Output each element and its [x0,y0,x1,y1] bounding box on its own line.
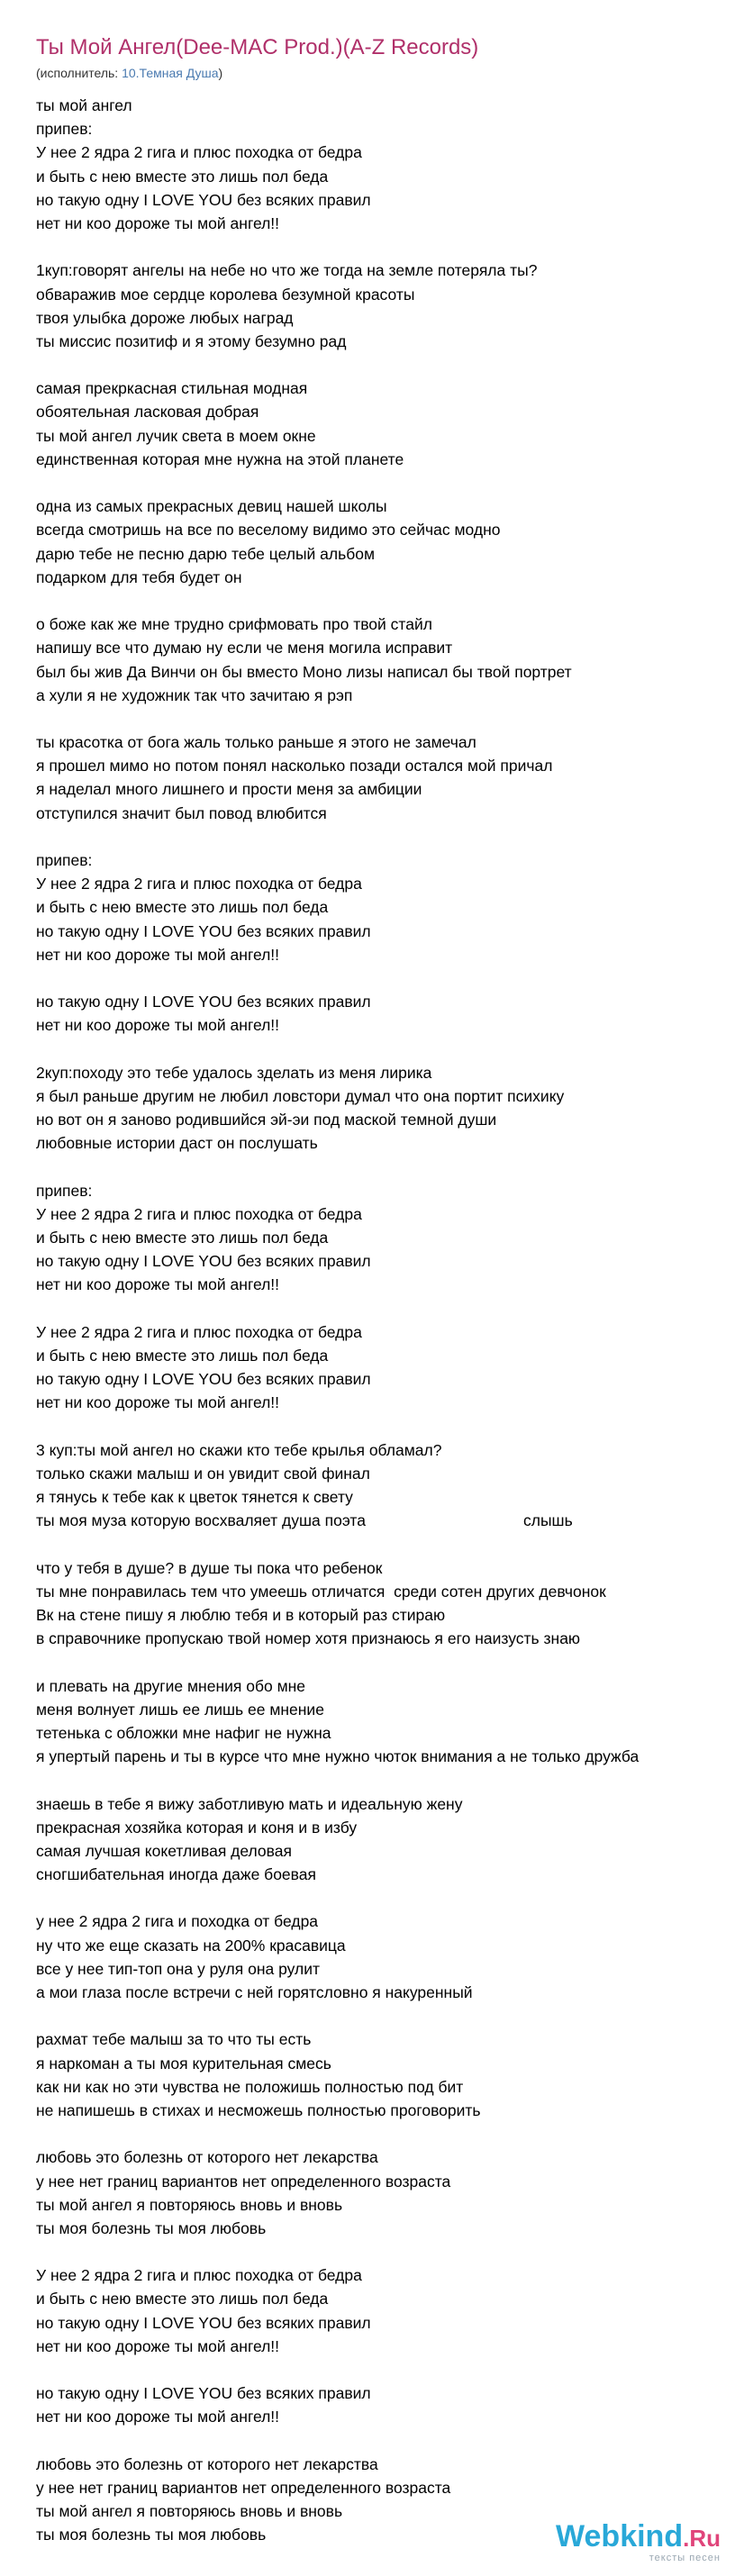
lyric-blank-line [36,1038,740,1061]
lyric-line: нет ни коо дороже ты мой ангел!! [36,1016,280,1035]
lyric-line: знаешь в тебе я вижу заботливую мать и идеальную жену [36,1794,463,1813]
lyric-line: 3 куп:ты мой ангел но скажи кто тебе крылья обламал? [36,1440,442,1459]
lyric-line: что у тебя в душе? в душе ты пока что ребенок [36,1558,383,1577]
lyric-line: и плевать на другие мнения обо мне [36,1676,305,1695]
lyric-line: ты мой ангел я повторяюсь вновь и вновь [36,2502,343,2521]
lyric-line: ты моя болезнь ты моя любовь [36,2218,267,2237]
lyric-line: у нее нет границ вариантов нет определенного возраста [36,2478,451,2497]
lyric-line: самая прекркасная стильная модная [36,379,308,398]
lyric-line: единственная которая мне нужна на этой планете [36,449,404,468]
lyric-line: припев: [36,851,93,869]
lyric-line: нет ни коо дороже ты мой ангел!! [36,2336,280,2355]
lyric-blank-line [36,2004,740,2027]
lyric-blank-line [36,1297,740,1320]
lyric-line: в справочнике пропускаю твой номер хотя признаюсь я его наизусть знаю [36,1629,581,1648]
lyric-line: у нее нет границ вариантов нет определенного возраста [36,2172,451,2191]
lyric-line: но такую одну I LOVE YOU без всяких правил [36,921,371,940]
lyric-blank-line [36,2122,740,2145]
lyric-line: обоятельная ласковая добрая [36,403,259,422]
lyric-line: ты миссис позитиф и я этому безумно рад [36,331,347,350]
lyric-line: нет ни коо дороже ты мой ангел!! [36,1275,280,1294]
song-title: Ты Мой Ангел(Dee-MAC Prod.)(A-Z Records) [36,35,479,59]
lyric-line: ты мой ангел [36,96,132,114]
lyric-blank-line [36,825,740,848]
artist-line [36,65,739,81]
logo-web-text: Web [556,2519,621,2553]
song-header [36,34,739,81]
lyric-line: и быть с нею вместе это лишь пол беда [36,167,329,186]
lyric-blank-line [36,235,740,259]
lyric-line: ты красотка от бога жаль только раньше я этого не замечал [36,733,476,752]
logo-kind-text: kind [620,2519,684,2553]
lyric-line: любовь это болезнь от которого нет лекарства [36,2148,378,2167]
lyric-line: нет ни коо дороже ты мой ангел!! [36,2408,280,2426]
lyric-line: я наделал много лишнего и прости меня за амбиции [36,780,422,799]
artist-prefix: (исполнитель: [36,66,122,80]
lyric-line: все у нее тип-топ она у руля она рулит [36,1959,320,1978]
lyric-line: 1куп:говорят ангелы на небе но что же тогда на земле потеряла ты? [36,261,538,280]
lyric-line: и быть с нею вместе это лишь пол беда [36,1346,329,1365]
lyric-line: припев: [36,1181,93,1200]
lyric-line: а хули я не художник так что зачитаю я рэп [36,685,353,704]
lyric-line: ну что же еще сказать на 200% красавица [36,1936,346,1955]
lyric-line: но такую одну I LOVE YOU без всяких правил [36,2384,371,2403]
logo-subtitle: тексты песен [649,2553,721,2563]
artist-link[interactable]: 10.Темная Душа [122,66,219,80]
lyric-line: но такую одну I LOVE YOU без всяких правил [36,1370,371,1389]
lyric-line: и быть с нею вместе это лишь пол беда [36,1229,329,1247]
lyric-blank-line [36,1155,740,1178]
lyric-line: я наркоман а ты моя курительная смесь [36,2054,331,2073]
lyric-line: ты мне понравилась тем что умеешь отличатся среди сотен других девчонок [36,1582,606,1601]
lyric-line: отступился значит был повод влюбится [36,803,327,822]
lyric-line: тетенька с обложки мне нафиг не нужна [36,1723,331,1742]
lyric-line: обваражив мое сердце королева безумной красоты [36,285,415,304]
lyric-blank-line [36,2429,740,2453]
lyric-line: о боже как же мне трудно срифмовать про твой стайл [36,615,432,634]
lyric-line: нет ни коо дороже ты мой ангел!! [36,945,280,964]
lyric-line: а мои глаза после встречи с ней горятсловно я накуренный [36,1983,473,2001]
lyric-blank-line [36,2240,740,2263]
lyric-blank-line [36,353,740,376]
lyric-line: но такую одну I LOVE YOU без всяких правил [36,2313,371,2332]
lyric-line: У нее 2 ядра 2 гига и плюс походка от бедра [36,1204,362,1223]
lyric-line: я упертый парень и ты в курсе что мне нужно чюток внимания а не только дружба [36,1747,640,1766]
lyric-line: У нее 2 ядра 2 гига и плюс походка от бедра [36,1322,362,1341]
artist-suffix: ) [218,66,223,80]
lyric-line: сногшибательная иногда даже боевая [36,1865,316,1884]
lyric-line: Вк на стене пишу я люблю тебя и в который раз стираю [36,1606,446,1624]
lyric-line: ты моя болезнь ты моя любовь [36,2526,267,2544]
lyric-line: ты моя муза которую восхваляет душа поэта слышь [36,1511,573,1530]
lyric-line: у нее 2 ядра 2 гига и походка от бедра [36,1912,319,1931]
lyric-line: и быть с нею вместе это лишь пол беда [36,2290,329,2308]
logo-ru-text: .Ru [683,2525,721,2552]
lyric-blank-line [36,1650,740,1673]
lyric-line: я прошел мимо но потом понял насколько позади остался мой причал [36,757,553,776]
lyric-line: У нее 2 ядра 2 гига и плюс походка от бедра [36,875,362,893]
lyric-line: но вот он я заново родившийся эй-эи под маской темной души [36,1111,497,1129]
lyric-blank-line [36,1768,740,1791]
lyric-blank-line [36,707,740,730]
lyric-line: 2куп:походу это тебе удалось зделать из меня лирика [36,1063,432,1082]
lyric-line: я тянусь к тебе как к цветок тянется к свету [36,1488,353,1507]
lyric-line: напишу все что думаю ну если че меня могила исправит [36,639,453,658]
lyric-blank-line [36,1886,740,1909]
lyric-line: дарю тебе не песню дарю тебе целый альбом [36,544,376,563]
lyric-line: самая лучшая кокетливая деловая [36,1841,292,1860]
lyric-blank-line [36,471,740,494]
lyric-line: твоя улыбка дороже любых наград [36,308,294,327]
lyric-line: любовные истории даст он послушать [36,1134,318,1153]
lyric-line: но такую одну I LOVE YOU без всяких правил [36,190,371,209]
lyric-line: подарком для тебя будет он [36,567,242,586]
lyric-line: но такую одну I LOVE YOU без всяких правил [36,993,371,1011]
lyric-line: У нее 2 ядра 2 гига и плюс походка от бедра [36,2266,362,2285]
lyric-blank-line [36,1415,740,1438]
lyric-line: был бы жив Да Винчи он бы вместо Моно лизы написал бы твой портрет [36,662,572,681]
lyric-blank-line [36,2358,740,2381]
lyric-line: как ни как но эти чувства не положишь полностью под бит [36,2077,464,2096]
lyric-line: не напишешь в стихах и несможешь полностью проговорить [36,2100,481,2119]
lyric-line: припев: [36,120,93,139]
lyric-line: нет ни коо дороже ты мой ангел!! [36,213,280,232]
webkind-logo[interactable] [556,2520,721,2563]
lyric-line: всегда смотришь на все по веселому видимо это сейчас модно [36,521,501,540]
lyric-line: У нее 2 ядра 2 гига и плюс походка от бедра [36,143,362,162]
lyric-line: одна из самых прекрасных девиц нашей школы [36,497,387,516]
lyric-line: любовь это болезнь от которого нет лекарства [36,2454,378,2473]
lyric-line: нет ни коо дороже ты мой ангел!! [36,1393,280,1412]
lyric-blank-line [36,589,740,612]
lyric-line: прекрасная хозяйка которая и коня и в избу [36,1818,358,1837]
logo-wordmark [556,2520,721,2554]
lyric-line: ты мой ангел лучик света в моем окне [36,426,316,445]
lyric-blank-line [36,1532,740,1556]
lyric-blank-line [36,966,740,990]
lyric-line: рахмат тебе малыш за то что ты есть [36,2030,312,2049]
lyric-line: и быть с нею вместе это лишь пол беда [36,898,329,917]
lyric-line: ты мой ангел я повторяюсь вновь и вновь [36,2195,343,2214]
lyric-line: меня волнует лишь ее лишь ее мнение [36,1700,324,1719]
lyric-line: только скажи малыш и он увидит свой финал [36,1464,370,1483]
lyric-line: я был раньше другим не любил ловстори думал что она портит психику [36,1086,565,1105]
lyrics-body [36,94,740,2547]
lyric-line: но такую одну I LOVE YOU без всяких правил [36,1252,371,1271]
